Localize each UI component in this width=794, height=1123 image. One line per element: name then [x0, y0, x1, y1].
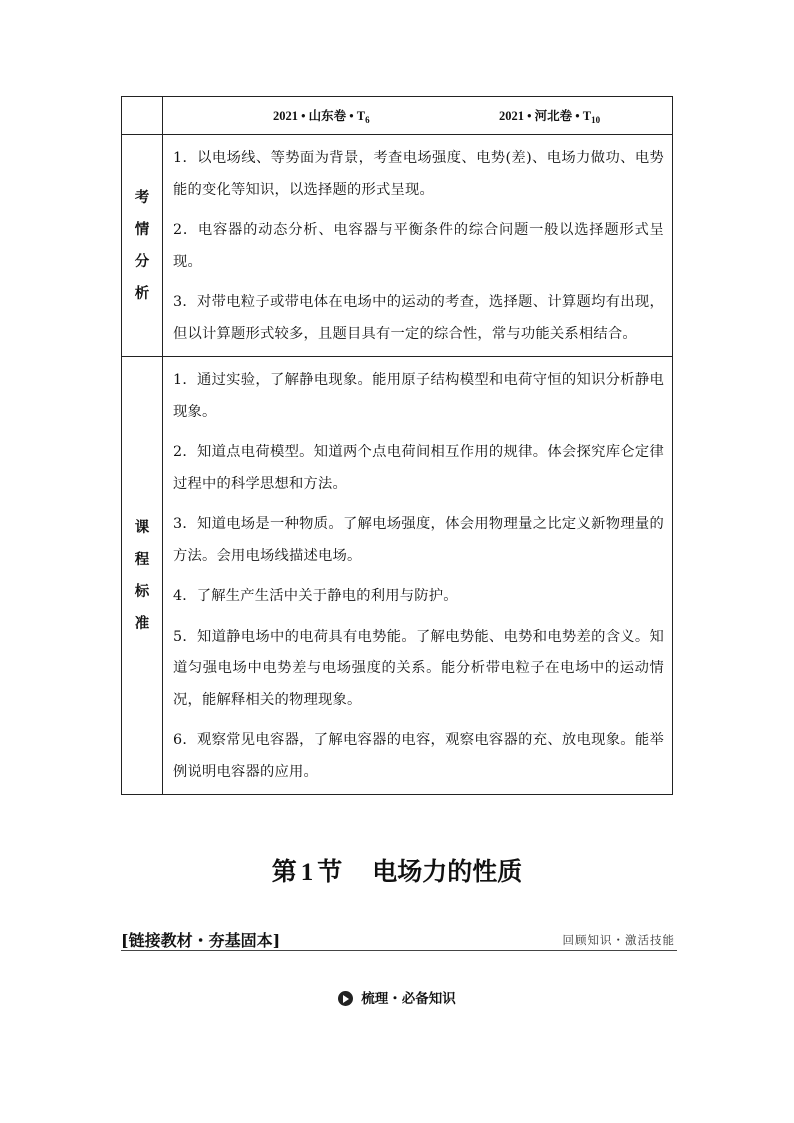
play-circle-icon: [338, 991, 353, 1006]
standards-content: [163, 357, 673, 795]
section-prefix: 第: [271, 857, 297, 886]
exam-item-2: [499, 106, 600, 125]
analysis-label-char: 考: [134, 189, 150, 206]
analysis-label-cell: [122, 135, 163, 357]
section-number: 1: [300, 859, 314, 886]
standard-point: 1．通过实验，了解静电现象。能用原子结构模型和电荷守恒的知识分析静电现象。: [173, 372, 664, 420]
exam-row: [122, 97, 673, 135]
standards-label: [122, 512, 162, 640]
standard-point: 5．知道静电场中的电荷具有电势能。了解电势能、电势和电势差的含义。知道匀强电场中电势差与电场强度的关系。能分析带电粒子在电场中的运动情况，能解释相关的物理现象。: [173, 628, 664, 708]
section-title: [0, 852, 794, 888]
section-title-text: 电场力的性质: [372, 857, 523, 886]
analysis-point: 2．电容器的动态分析、电容器与平衡条件的综合问题一般以选择题形式呈现。: [173, 222, 664, 270]
section-banner: [121, 928, 677, 951]
standard-point: 6．观察常见电容器，了解电容器的电容，观察电容器的充、放电现象。能举例说明电容器的应用。: [173, 732, 664, 780]
exam-item-2-sub: 10: [591, 115, 601, 125]
analysis-label-char: 分: [134, 253, 150, 270]
exam-item-2-text: 2021 • 河北卷 • T: [499, 109, 592, 123]
analysis-point: 1．以电场线、等势面为背景，考查电场强度、电势(差)、电场力做功、电势能的变化等知识，以选择题的形式呈现。: [173, 150, 664, 198]
banner-right-text: 回顾知识・激活技能: [562, 933, 675, 947]
sub-heading-text: 梳理・必备知识: [361, 991, 456, 1007]
standards-label-char: 程: [134, 551, 150, 568]
analysis-label: [122, 182, 162, 310]
exam-items-cell: [163, 97, 673, 135]
standards-row: [122, 357, 673, 795]
analysis-label-char: 情: [134, 221, 150, 238]
sub-heading: [0, 987, 794, 1007]
standard-point: 2．知道点电荷模型。知道两个点电荷间相互作用的规律。体会探究库仑定律过程中的科学思想和方法。: [173, 444, 664, 492]
exam-row-label-cell: [122, 97, 163, 135]
standards-label-cell: [122, 357, 163, 795]
analysis-row: [122, 135, 673, 357]
exam-item-1: [273, 106, 370, 125]
analysis-point: 3．对带电粒子或带电体在电场中的运动的考查，选择题、计算题均有出现，但以计算题形式较多，且题目具有一定的综合性，常与功能关系相结合。: [173, 294, 664, 342]
standards-label-char: 标: [134, 583, 150, 600]
analysis-content: [163, 135, 673, 357]
section-suffix: 节: [317, 857, 343, 886]
overview-table: [121, 96, 673, 795]
analysis-label-char: 析: [134, 285, 150, 302]
standard-point: 3．知道电场是一种物质。了解电场强度，体会用物理量之比定义新物理量的方法。会用电场线描述电场。: [173, 516, 664, 564]
standards-label-char: 课: [134, 519, 150, 536]
standards-label-char: 准: [134, 615, 150, 632]
exam-item-1-text: 2021 • 山东卷 • T: [273, 109, 366, 123]
exam-item-1-sub: 6: [365, 115, 370, 125]
banner-left-text: [链接教材・夯基固本]: [121, 931, 281, 950]
standard-point: 4．了解生产生活中关于静电的利用与防护。: [173, 588, 458, 604]
